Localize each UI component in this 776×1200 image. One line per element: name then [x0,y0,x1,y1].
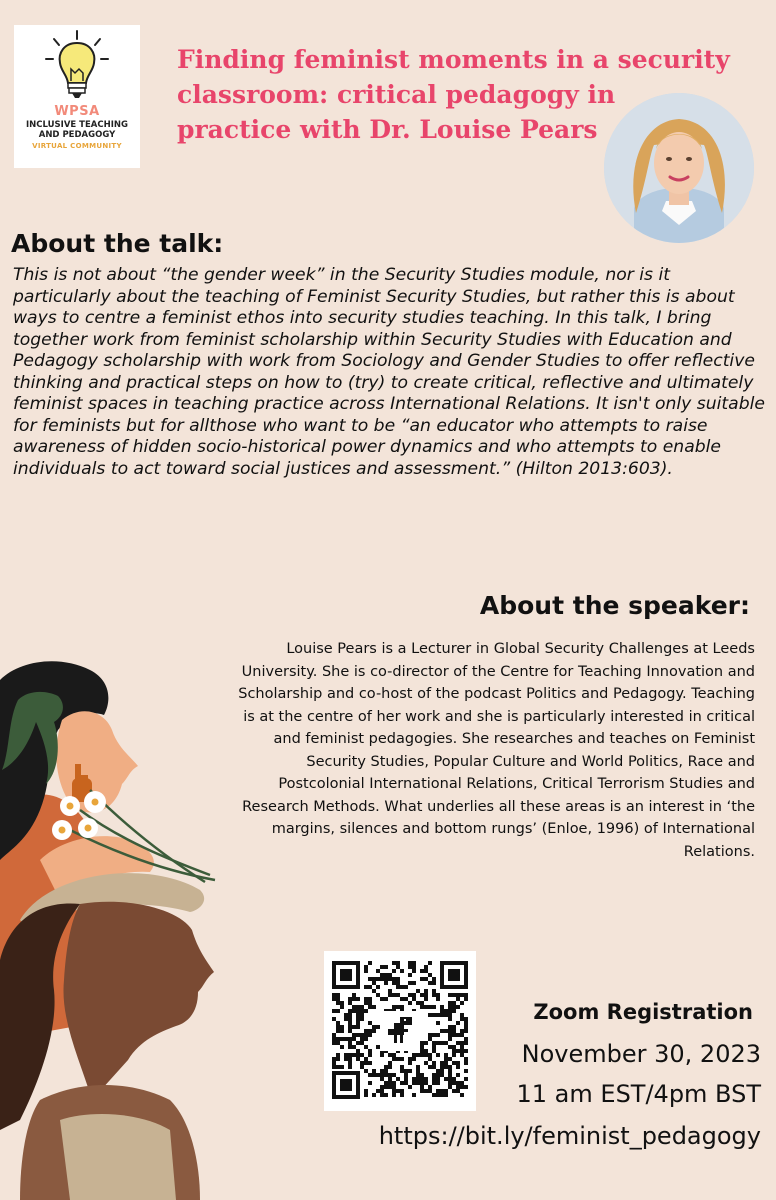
women-illustration [0,660,300,1200]
event-date: November 30, 2023 [521,1040,761,1068]
about-talk-body: This is not about “the gender week” in the Security Studies module, nor is it particularly about the teaching of Feminist Security Studies, but rather this is about ways to centre a feminist ethos into security studies teaching. In this talk, I bring together work from feminist scholarship within Security Studies with Education and Pedagogy scholarship with work from Sociology and Gender Studies to offer reflective thinking and practical steps on how to (try) to create critical, reflective and ultimately feminist spaces in teaching practice across International Relations. It isn't only suitable for feminists but for allthose who want to be “an educator who attempts to raise awareness of hidden socio-historical power dynamics and who attempts to enable individuals to act toward social justices and assessment.” (Hilton 2013:603). [13,265,765,479]
about-talk-heading: About the talk: [11,229,224,258]
logo-line-3: VIRTUAL COMMUNITY [32,142,122,150]
wpsa-logo [14,25,140,168]
lightbulb-icon [14,25,140,105]
event-title: Finding feminist moments in a security classroom: critical pedagogy in practice with Dr. Louise Pears [177,45,730,144]
speaker-portrait [604,93,754,243]
registration-link[interactable]: https://bit.ly/feminist_pedagogy [378,1122,761,1150]
zoom-registration-label: Zoom Registration [533,1000,753,1024]
logo-line-2: AND PEDAGOGY [38,130,116,140]
about-speaker-body: Louise Pears is a Lecturer in Global Security Challenges at Leeds University. She is co-director of the Centre for Teaching Innovation and Scholarship and co-host of the podcast Politics and Pedagogy. Teaching is at the centre of her work and she is particularly interested in critical and feminist pedagogies. She researches and teaches on Feminist Security Studies, Popular Culture and World Politics, Race and Postcolonial International Relations, Critical Terrorism Studies and Research Methods. What underlies all these areas is an interest in ‘the margins, silences and bottom rungs’ (Enloe, 1996) of International Relations. [238,641,755,860]
about-speaker-heading: About the speaker: [479,591,750,620]
registration-qr-code[interactable] [324,951,476,1111]
logo-line-1: INCLUSIVE TEACHING [26,120,128,130]
event-time: 11 am EST/4pm BST [516,1080,761,1108]
logo-acronym: WPSA [54,104,100,119]
